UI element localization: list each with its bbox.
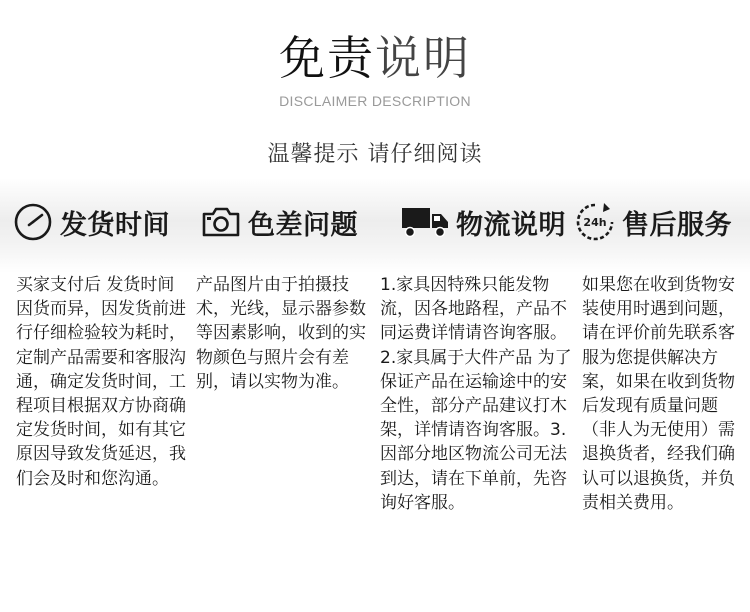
paragraph: 产品图片由于拍摄技术，光线，显示器参数等因素影响，收到的实物颜色与照片会有差别，请以实物为准。 (196, 275, 366, 392)
section-body-after-sales (582, 273, 740, 515)
title-bold: 免责 (279, 31, 375, 85)
24h-service-icon (574, 201, 616, 243)
notice-text: 温馨提示 请仔细阅读 (267, 142, 483, 167)
page-title (0, 22, 750, 88)
section-header-after-sales (574, 198, 732, 246)
section-label: 物流说明 (456, 209, 566, 241)
paragraph: 2.家具属于大件产品 为了保证产品在运输途中的安全性，部分产品建议打木架，详情请咨询客服。3.因部分地区物流公司无法到达，请在下单前，先咨询好客服。 (380, 347, 572, 513)
clock-icon (12, 201, 54, 243)
truck-icon (400, 201, 450, 243)
page-subtitle: DISCLAIMER DESCRIPTION (279, 93, 471, 109)
section-header-color-difference (200, 198, 358, 246)
section-body-logistics (380, 273, 580, 515)
title-light: 说明 (375, 31, 471, 85)
paragraph: 买家支付后 发货时间因货而异，因发货前进行仔细检验较为耗时，定制产品需要和客服沟通，确定发货时间，工程项目根据双方协商确定发货时间，如有其它原因导致发货延迟，我们会及时和您沟通。 (16, 275, 186, 489)
section-label: 色差问题 (248, 209, 358, 241)
section-header-shipping-time (12, 198, 170, 246)
24h-text: 24h (583, 216, 607, 229)
camera-icon (200, 201, 242, 243)
paragraph: 如果您在收到货物安装使用时遇到问题，请在评价前先联系客服为您提供解决方案，如果在收到货物后发现有质量问题（非人为无使用）需退换货者，经我们确认可以退换货，并负责相关费用。 (582, 275, 735, 513)
section-label: 售后服务 (622, 209, 732, 241)
paragraph: 1.家具因特殊只能发物流，因各地路程，产品不同运费详情请咨询客服。 (380, 275, 567, 344)
section-body-shipping-time (16, 273, 191, 491)
section-header-logistics (400, 198, 566, 246)
section-body-color-difference (196, 273, 370, 394)
section-label: 发货时间 (60, 209, 170, 241)
